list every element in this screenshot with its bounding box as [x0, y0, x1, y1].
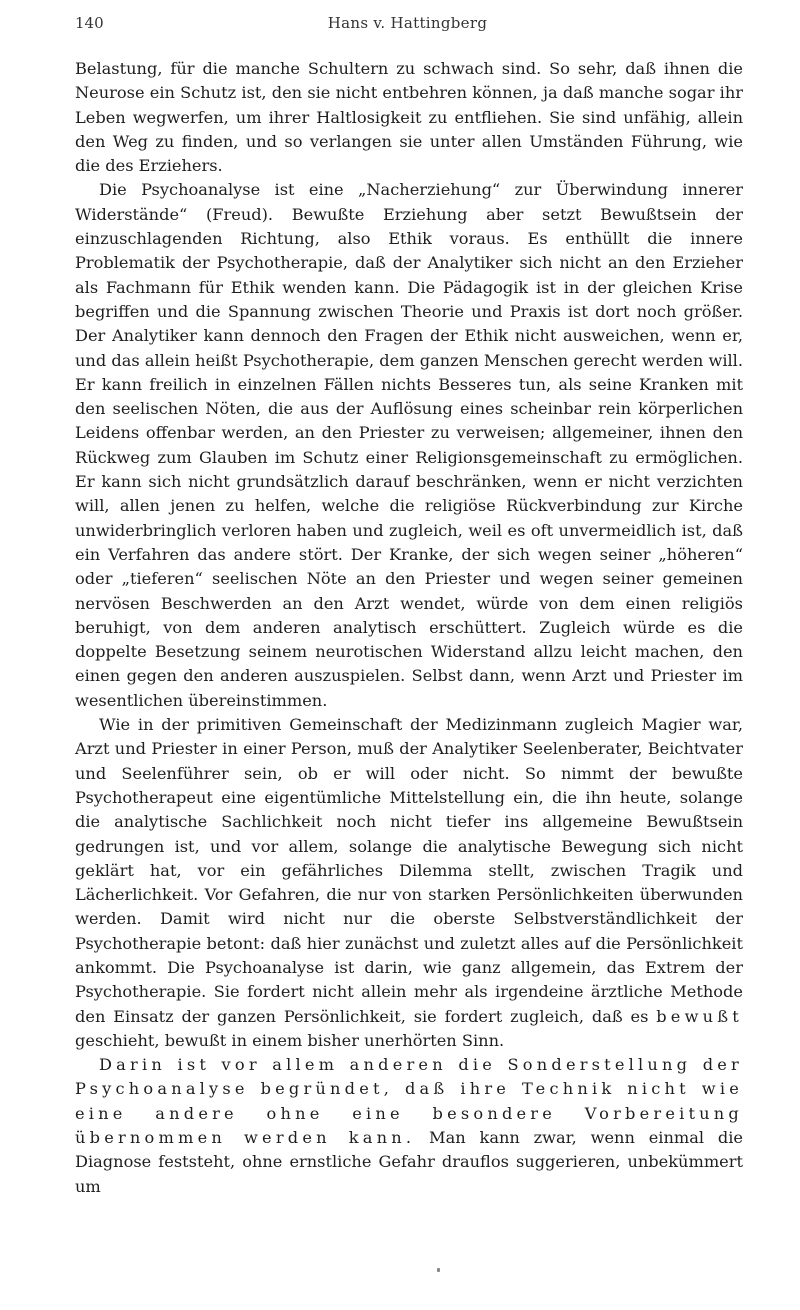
paragraph-continuation: Belastung, für die manche Schultern zu schwach sind. So sehr, daß ihnen die Neurose ein Schutz ist, den sie nicht entbehren können, ja daß manche sogar ihr Leben wegwerfen, um ihrer Haltlosigkeit zu entfliehen. Sie sind unfähig, allein den Weg zu finden, und so verlangen sie unter allen Umständen Führung, wie die des Erziehers. [75, 59, 743, 176]
running-head [75, 14, 740, 40]
body-text [75, 57, 743, 1199]
paragraph-medizinmann [75, 713, 743, 1053]
running-head-title: Hans v. Hattingberg [327, 14, 488, 32]
paragraph-text-end: Man kann zwar, wenn einmal die Diagnose feststeht, ohne ernstliche Gefahr drauflos suggerieren, unbekümmert um [75, 1128, 743, 1196]
paragraph-text: Wie in der primitiven Gemeinschaft der Medizinmann zugleich Magier war, Arzt und Priester in einer Person, muß der Analytiker Seelenberater, Beichtvater und Seelenführer sein, ob er will oder nicht. So nimmt der bewußte Psychotherapeut eine eigentümliche Mittelstellung ein, die ihn heute, solange die analytische Sachlichkeit noch nicht tiefer ins allgemeine Bewußtsein gedrungen ist, und vor allem, solange die analytische Bewegung sich nicht geklärt hat, vor ein gefährliches Dilemma stellt, zwischen Tragik und Lächerlichkeit. Vor Gefahren, die nur von starken Persönlichkeiten überwunden werden. Damit wird nicht nur die oberste Selbstverständlichkeit der Psychotherapie betont: daß hier zunächst und zuletzt alles auf die Persönlichkeit ankommt. Die Psychoanalyse ist darin, wie ganz allgemein, das Extrem der Psychotherapie. Sie fordert nicht allein mehr als irgendeine ärztliche Methode den Einsatz der ganzen Persönlichkeit, sie fordert zugleich, daß es [75, 715, 743, 1026]
emphasized-sentence: Darin ist vor allem anderen die Sonderstellung der Psychoanalyse begründet, daß ihre Technik nicht wie eine andere ohne eine besondere Vorbereitung übernommen werden kann. [75, 1055, 743, 1148]
print-speck [437, 1268, 440, 1272]
emphasized-word: bewußt [656, 1006, 743, 1026]
paragraph-psychoanalysis-nacherziehung: Die Psychoanalyse ist eine „Nacherziehung“ zur Überwindung innerer Widerstände“ (Freud). Bewußte Erziehung aber setzt Bewußtsein der einzuschlagenden Richtung, also Ethik voraus. Es enthüllt die innere Problematik der Psychotherapie, daß der Analytiker sich nicht an den Erzieher als Fachmann für Ethik wenden kann. Die Pädagogik ist in der gleichen Krise begriffen und die Spannung zwischen Theorie und Praxis ist dort noch größer. Der Analytiker kann dennoch den Fragen der Ethik nicht ausweichen, wenn er, und das allein heißt Psychotherapie, dem ganzen Menschen gerecht werden will. Er kann freilich in einzelnen Fällen nichts Besseres tun, als seine Kranken mit den seelischen Nöten, die aus der Auflösung eines scheinbar rein körperlichen Leidens offenbar werden, an den Priester zu verweisen; allgemeiner, ihnen den Rückweg zum Glauben im Schutz einer Religionsgemeinschaft zu ermöglichen. Er kann sich nicht grundsätzlich darauf beschränken, wenn er nicht verzichten will, allen jenen zu helfen, welche die religiöse Rückverbindung zur Kirche unwiderbringlich verloren haben und zugleich, weil es oft unvermeidlich ist, daß ein Verfahren das andere stört. Der Kranke, der sich wegen seiner „höheren“ oder „tieferen“ seelischen Nöte an den Priester und wegen seiner gemeinen nervösen Beschwerden an den Arzt wendet, würde von dem einen religiös beruhigt, von dem anderen analytisch erschüttert. Zugleich würde es die doppelte Besetzung seinem neurotischen Widerstand allzu leicht machen, den einen gegen den anderen auszuspielen. Selbst dann, wenn Arzt und Priester im wesentlichen übereinstimmen. [75, 180, 743, 710]
page-number: 140 [75, 14, 104, 32]
paragraph-text-end: geschieht, bewußt in einem bisher unerhörten Sinn. [75, 1030, 505, 1050]
paragraph-sonderstellung [75, 1053, 743, 1199]
